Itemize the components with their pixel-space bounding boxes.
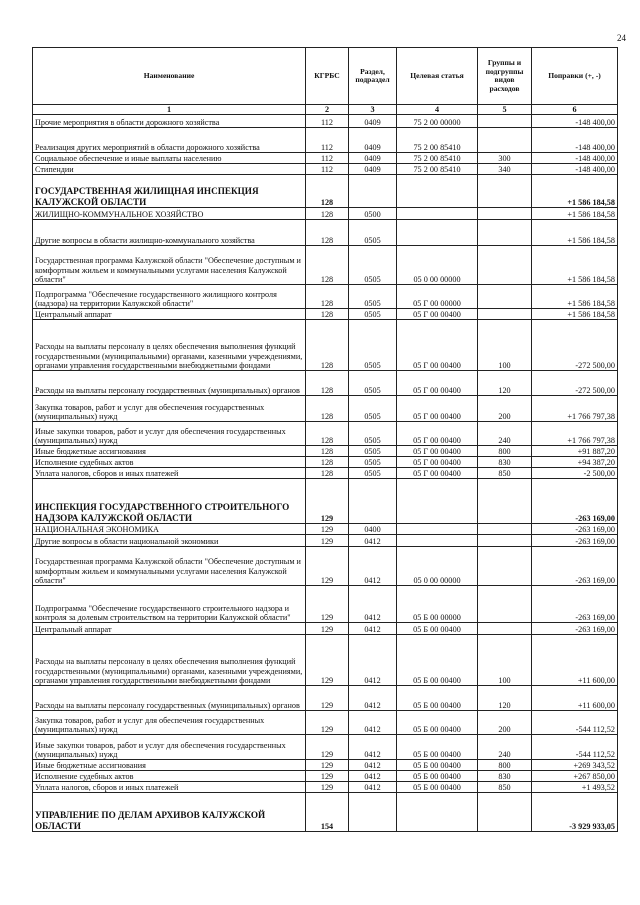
row-section: 0505 bbox=[349, 320, 397, 371]
row-amendment-amount: +267 850,00 bbox=[532, 771, 618, 782]
row-amendment-amount: +1 493,52 bbox=[532, 782, 618, 793]
row-target-article: 05 Г 00 00400 bbox=[397, 446, 478, 457]
row-name: Прочие мероприятия в области дорожного хозяйства bbox=[33, 115, 306, 128]
table-row bbox=[33, 371, 618, 396]
row-kgrbs: 129 bbox=[306, 547, 349, 586]
row-target-article: 05 Б 00 00400 bbox=[397, 735, 478, 760]
table-row bbox=[33, 782, 618, 793]
row-amendment-amount: +91 887,20 bbox=[532, 446, 618, 457]
row-section: 0412 bbox=[349, 547, 397, 586]
row-name: Уплата налогов, сборов и иных платежей bbox=[33, 782, 306, 793]
table-row bbox=[33, 309, 618, 320]
table-row bbox=[33, 128, 618, 153]
table-row bbox=[33, 535, 618, 547]
row-section: 0505 bbox=[349, 457, 397, 468]
row-target-article: 75 2 00 85410 bbox=[397, 153, 478, 164]
row-target-article: 05 Б 00 00400 bbox=[397, 711, 478, 735]
table-body bbox=[33, 115, 618, 832]
row-section: 0412 bbox=[349, 782, 397, 793]
row-expense-group bbox=[478, 128, 532, 153]
row-kgrbs: 128 bbox=[306, 285, 349, 309]
row-target-article: 75 2 00 00000 bbox=[397, 115, 478, 128]
row-section: 0412 bbox=[349, 586, 397, 623]
row-kgrbs: 128 bbox=[306, 396, 349, 422]
table-row bbox=[33, 793, 618, 832]
row-expense-group: 830 bbox=[478, 457, 532, 468]
row-target-article: 05 Б 00 00400 bbox=[397, 782, 478, 793]
row-name: ИНСПЕКЦИЯ ГОСУДАРСТВЕННОГО СТРОИТЕЛЬНОГО НАДЗОРА КАЛУЖСКОЙ ОБЛАСТИ bbox=[33, 479, 306, 524]
row-expense-group: 800 bbox=[478, 760, 532, 771]
row-expense-group bbox=[478, 309, 532, 320]
row-expense-group bbox=[478, 115, 532, 128]
row-target-article: 05 Г 00 00400 bbox=[397, 457, 478, 468]
row-section bbox=[349, 793, 397, 832]
table-row bbox=[33, 586, 618, 623]
row-amendment-amount: -544 112,52 bbox=[532, 735, 618, 760]
row-kgrbs: 112 bbox=[306, 115, 349, 128]
row-amendment-amount: -263 169,00 bbox=[532, 524, 618, 535]
row-section: 0412 bbox=[349, 735, 397, 760]
table-row bbox=[33, 164, 618, 175]
column-number: 3 bbox=[349, 105, 397, 115]
row-target-article bbox=[397, 208, 478, 220]
row-section: 0409 bbox=[349, 128, 397, 153]
row-kgrbs: 128 bbox=[306, 468, 349, 479]
row-name: Другие вопросы в области национальной экономики bbox=[33, 535, 306, 547]
row-expense-group: 240 bbox=[478, 735, 532, 760]
row-name: Исполнение судебных актов bbox=[33, 457, 306, 468]
row-section: 0505 bbox=[349, 396, 397, 422]
row-kgrbs: 128 bbox=[306, 320, 349, 371]
row-expense-group: 830 bbox=[478, 771, 532, 782]
row-name: Центральный аппарат bbox=[33, 309, 306, 320]
row-amendment-amount: +1 766 797,38 bbox=[532, 422, 618, 446]
row-kgrbs: 112 bbox=[306, 128, 349, 153]
table-row bbox=[33, 446, 618, 457]
row-target-article: 05 Б 00 00400 bbox=[397, 623, 478, 635]
row-expense-group bbox=[478, 586, 532, 623]
row-kgrbs: 129 bbox=[306, 623, 349, 635]
row-kgrbs: 128 bbox=[306, 175, 349, 208]
row-amendment-amount: +1 586 184,58 bbox=[532, 220, 618, 246]
row-section: 0412 bbox=[349, 760, 397, 771]
row-name: Закупка товаров, работ и услуг для обеспечения государственных (муниципальных) нужд bbox=[33, 396, 306, 422]
row-expense-group bbox=[478, 208, 532, 220]
row-kgrbs: 128 bbox=[306, 446, 349, 457]
row-section: 0412 bbox=[349, 535, 397, 547]
row-section: 0505 bbox=[349, 446, 397, 457]
header-target: Целевая статья bbox=[397, 48, 478, 105]
row-section: 0500 bbox=[349, 208, 397, 220]
row-name: Социальное обеспечение и иные выплаты населению bbox=[33, 153, 306, 164]
table-row bbox=[33, 422, 618, 446]
header-section: Раздел, подраздел bbox=[349, 48, 397, 105]
row-kgrbs: 129 bbox=[306, 635, 349, 686]
row-name: Расходы на выплаты персоналу государственных (муниципальных) органов bbox=[33, 371, 306, 396]
row-expense-group: 200 bbox=[478, 711, 532, 735]
row-expense-group: 850 bbox=[478, 468, 532, 479]
row-name: Закупка товаров, работ и услуг для обеспечения государственных (муниципальных) нужд bbox=[33, 711, 306, 735]
row-name: Государственная программа Калужской области "Обеспечение доступным и комфортным жильем и коммунальными услугами населения Калужской области" bbox=[33, 547, 306, 586]
row-amendment-amount: -263 169,00 bbox=[532, 479, 618, 524]
row-target-article: 05 Г 00 00400 bbox=[397, 320, 478, 371]
row-section: 0409 bbox=[349, 164, 397, 175]
row-expense-group: 300 bbox=[478, 153, 532, 164]
column-number-row bbox=[33, 105, 618, 115]
table-row bbox=[33, 457, 618, 468]
row-name: Иные бюджетные ассигнования bbox=[33, 446, 306, 457]
row-section: 0505 bbox=[349, 309, 397, 320]
row-name: Государственная программа Калужской области "Обеспечение доступным и комфортным жильем и коммунальными услугами населения Калужской области" bbox=[33, 246, 306, 285]
row-section: 0505 bbox=[349, 220, 397, 246]
row-target-article: 05 Б 00 00400 bbox=[397, 686, 478, 711]
row-name: ГОСУДАРСТВЕННАЯ ЖИЛИЩНАЯ ИНСПЕКЦИЯ КАЛУЖСКОЙ ОБЛАСТИ bbox=[33, 175, 306, 208]
row-amendment-amount: +269 343,52 bbox=[532, 760, 618, 771]
row-amendment-amount: -263 169,00 bbox=[532, 623, 618, 635]
row-target-article: 05 Г 00 00400 bbox=[397, 422, 478, 446]
row-kgrbs: 129 bbox=[306, 711, 349, 735]
row-kgrbs: 129 bbox=[306, 686, 349, 711]
row-expense-group bbox=[478, 623, 532, 635]
table-row bbox=[33, 153, 618, 164]
row-name: Иные бюджетные ассигнования bbox=[33, 760, 306, 771]
row-expense-group: 100 bbox=[478, 320, 532, 371]
row-name: ЖИЛИЩНО-КОММУНАЛЬНОЕ ХОЗЯЙСТВО bbox=[33, 208, 306, 220]
row-name: Расходы на выплаты персоналу в целях обеспечения выполнения функций государственными (муниципальными) органами, казенными учреждениями, органами управления государственными внебюджетными фондами bbox=[33, 635, 306, 686]
table-row bbox=[33, 479, 618, 524]
row-name: НАЦИОНАЛЬНАЯ ЭКОНОМИКА bbox=[33, 524, 306, 535]
row-section: 0412 bbox=[349, 635, 397, 686]
row-expense-group: 100 bbox=[478, 635, 532, 686]
row-name: Расходы на выплаты персоналу государственных (муниципальных) органов bbox=[33, 686, 306, 711]
row-expense-group bbox=[478, 535, 532, 547]
row-section: 0412 bbox=[349, 623, 397, 635]
row-name: Стипендии bbox=[33, 164, 306, 175]
row-amendment-amount: -272 500,00 bbox=[532, 320, 618, 371]
row-kgrbs: 128 bbox=[306, 371, 349, 396]
row-target-article: 05 Б 00 00000 bbox=[397, 586, 478, 623]
row-target-article: 05 Г 00 00400 bbox=[397, 468, 478, 479]
row-name: Иные закупки товаров, работ и услуг для обеспечения государственных (муниципальных) нужд bbox=[33, 735, 306, 760]
column-number: 2 bbox=[306, 105, 349, 115]
header-name: Наименование bbox=[33, 48, 306, 105]
row-expense-group bbox=[478, 246, 532, 285]
row-target-article: 75 2 00 85410 bbox=[397, 128, 478, 153]
row-expense-group: 200 bbox=[478, 396, 532, 422]
column-number: 5 bbox=[478, 105, 532, 115]
row-kgrbs: 128 bbox=[306, 422, 349, 446]
row-expense-group bbox=[478, 479, 532, 524]
row-amendment-amount: +94 387,20 bbox=[532, 457, 618, 468]
row-section: 0505 bbox=[349, 468, 397, 479]
row-target-article: 05 Г 00 00400 bbox=[397, 396, 478, 422]
row-expense-group bbox=[478, 547, 532, 586]
row-name: УПРАВЛЕНИЕ ПО ДЕЛАМ АРХИВОВ КАЛУЖСКОЙ ОБЛАСТИ bbox=[33, 793, 306, 832]
row-amendment-amount: +1 586 184,58 bbox=[532, 208, 618, 220]
row-name: Другие вопросы в области жилищно-коммунального хозяйства bbox=[33, 220, 306, 246]
column-number: 1 bbox=[33, 105, 306, 115]
table-row bbox=[33, 711, 618, 735]
table-row bbox=[33, 547, 618, 586]
row-expense-group: 120 bbox=[478, 371, 532, 396]
table-row bbox=[33, 320, 618, 371]
row-section bbox=[349, 479, 397, 524]
row-section: 0505 bbox=[349, 422, 397, 446]
row-amendment-amount: -263 169,00 bbox=[532, 586, 618, 623]
column-number: 4 bbox=[397, 105, 478, 115]
row-target-article bbox=[397, 175, 478, 208]
row-expense-group: 340 bbox=[478, 164, 532, 175]
row-kgrbs: 129 bbox=[306, 782, 349, 793]
header-amendment: Поправки (+, -) bbox=[532, 48, 618, 105]
table-row bbox=[33, 735, 618, 760]
row-amendment-amount: -148 400,00 bbox=[532, 115, 618, 128]
row-kgrbs: 112 bbox=[306, 164, 349, 175]
column-number: 6 bbox=[532, 105, 618, 115]
page-number: 24 bbox=[617, 33, 626, 43]
row-kgrbs: 129 bbox=[306, 735, 349, 760]
row-kgrbs: 128 bbox=[306, 220, 349, 246]
row-amendment-amount: -544 112,52 bbox=[532, 711, 618, 735]
row-name: Подпрограмма "Обеспечение государственного строительного надзора и контроля за долевым строительством на территории Калужской области" bbox=[33, 586, 306, 623]
row-section: 0505 bbox=[349, 285, 397, 309]
table-row bbox=[33, 623, 618, 635]
row-kgrbs: 129 bbox=[306, 771, 349, 782]
row-target-article bbox=[397, 793, 478, 832]
table-row bbox=[33, 635, 618, 686]
row-kgrbs: 112 bbox=[306, 153, 349, 164]
row-amendment-amount: +11 600,00 bbox=[532, 686, 618, 711]
row-section bbox=[349, 175, 397, 208]
row-amendment-amount: +1 586 184,58 bbox=[532, 309, 618, 320]
row-expense-group bbox=[478, 524, 532, 535]
row-name: Реализация других мероприятий в области дорожного хозяйства bbox=[33, 128, 306, 153]
budget-table bbox=[32, 47, 618, 832]
row-kgrbs: 129 bbox=[306, 535, 349, 547]
table-row bbox=[33, 285, 618, 309]
row-kgrbs: 128 bbox=[306, 246, 349, 285]
row-kgrbs: 128 bbox=[306, 309, 349, 320]
row-target-article bbox=[397, 479, 478, 524]
row-amendment-amount: +1 586 184,58 bbox=[532, 175, 618, 208]
row-name: Расходы на выплаты персоналу в целях обеспечения выполнения функций государственными (муниципальными) органами, казенными учреждениями, органами управления государственными внебюджетными фондами bbox=[33, 320, 306, 371]
row-amendment-amount: -272 500,00 bbox=[532, 371, 618, 396]
table-row bbox=[33, 220, 618, 246]
row-target-article bbox=[397, 535, 478, 547]
row-target-article: 05 Г 00 00400 bbox=[397, 309, 478, 320]
row-kgrbs: 129 bbox=[306, 479, 349, 524]
row-kgrbs: 129 bbox=[306, 524, 349, 535]
row-expense-group bbox=[478, 285, 532, 309]
row-target-article: 05 Г 00 00000 bbox=[397, 285, 478, 309]
table-row bbox=[33, 246, 618, 285]
row-amendment-amount: -148 400,00 bbox=[532, 153, 618, 164]
row-section: 0505 bbox=[349, 246, 397, 285]
row-expense-group bbox=[478, 220, 532, 246]
row-amendment-amount: +11 600,00 bbox=[532, 635, 618, 686]
row-amendment-amount: +1 586 184,58 bbox=[532, 246, 618, 285]
row-name: Подпрограмма "Обеспечение государственного жилищного контроля (надзора) на территории Калужской области" bbox=[33, 285, 306, 309]
row-target-article: 05 0 00 00000 bbox=[397, 547, 478, 586]
row-name: Центральный аппарат bbox=[33, 623, 306, 635]
row-kgrbs: 129 bbox=[306, 760, 349, 771]
header-group: Группы и подгруппы видов расходов bbox=[478, 48, 532, 105]
table-row bbox=[33, 771, 618, 782]
table-row bbox=[33, 115, 618, 128]
row-amendment-amount: -148 400,00 bbox=[532, 128, 618, 153]
table-row bbox=[33, 468, 618, 479]
row-section: 0409 bbox=[349, 153, 397, 164]
row-name: Уплата налогов, сборов и иных платежей bbox=[33, 468, 306, 479]
row-expense-group: 120 bbox=[478, 686, 532, 711]
row-section: 0412 bbox=[349, 771, 397, 782]
row-amendment-amount: -263 169,00 bbox=[532, 535, 618, 547]
table-row bbox=[33, 686, 618, 711]
row-kgrbs: 129 bbox=[306, 586, 349, 623]
row-expense-group bbox=[478, 793, 532, 832]
row-expense-group bbox=[478, 175, 532, 208]
row-name: Иные закупки товаров, работ и услуг для обеспечения государственных (муниципальных) нужд bbox=[33, 422, 306, 446]
table-header-row bbox=[33, 48, 618, 105]
row-expense-group: 800 bbox=[478, 446, 532, 457]
row-amendment-amount: -263 169,00 bbox=[532, 547, 618, 586]
row-target-article: 05 Б 00 00400 bbox=[397, 760, 478, 771]
row-section: 0505 bbox=[349, 371, 397, 396]
row-target-article: 05 Б 00 00400 bbox=[397, 771, 478, 782]
row-amendment-amount: -2 500,00 bbox=[532, 468, 618, 479]
row-kgrbs: 128 bbox=[306, 208, 349, 220]
row-expense-group: 850 bbox=[478, 782, 532, 793]
row-amendment-amount: -3 929 933,05 bbox=[532, 793, 618, 832]
row-section: 0400 bbox=[349, 524, 397, 535]
row-expense-group: 240 bbox=[478, 422, 532, 446]
table-row bbox=[33, 208, 618, 220]
row-kgrbs: 154 bbox=[306, 793, 349, 832]
row-target-article: 75 2 00 85410 bbox=[397, 164, 478, 175]
row-section: 0412 bbox=[349, 711, 397, 735]
row-target-article: 05 Г 00 00400 bbox=[397, 371, 478, 396]
row-section: 0409 bbox=[349, 115, 397, 128]
row-kgrbs: 128 bbox=[306, 457, 349, 468]
table-row bbox=[33, 524, 618, 535]
row-target-article bbox=[397, 524, 478, 535]
table-row bbox=[33, 396, 618, 422]
table-row bbox=[33, 760, 618, 771]
row-target-article bbox=[397, 220, 478, 246]
row-target-article: 05 Б 00 00400 bbox=[397, 635, 478, 686]
row-amendment-amount: +1 766 797,38 bbox=[532, 396, 618, 422]
table-row bbox=[33, 175, 618, 208]
header-kgrbs: КГРБС bbox=[306, 48, 349, 105]
row-amendment-amount: +1 586 184,58 bbox=[532, 285, 618, 309]
row-section: 0412 bbox=[349, 686, 397, 711]
row-amendment-amount: -148 400,00 bbox=[532, 164, 618, 175]
row-target-article: 05 0 00 00000 bbox=[397, 246, 478, 285]
row-name: Исполнение судебных актов bbox=[33, 771, 306, 782]
